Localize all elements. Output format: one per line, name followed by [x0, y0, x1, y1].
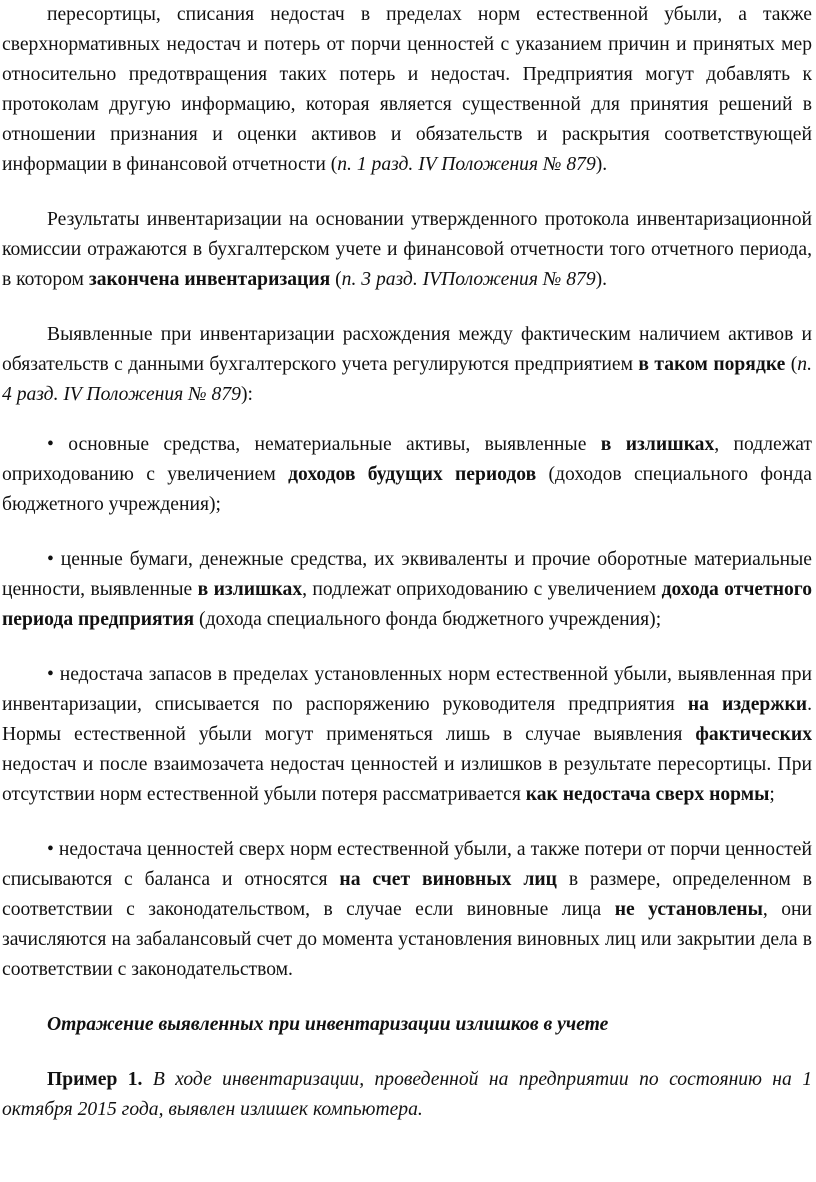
- paragraph-text: пересортицы, списания недостач в пределах норм естественной убыли, а также сверхнормативных недостач и потерь от порчи ценностей с указанием причин и принятых мер относительно предотвращения таких потерь и недостач. Предприятия могут добавлять к протоколам другую информацию, которая является существенной для принятия решений в отношении признания и оценки активов и обязательств и раскрытия соответствующей информации в финансовой отчетности (: [2, 4, 812, 175]
- emphasis: не установлены: [614, 899, 763, 920]
- list-item-securities: • ценные бумаги, денежные средства, их эквиваленты и прочие оборотные материальные ценности, выявленные в излишках, подлежат оприходованию с увеличением дохода отчетного периода предприятия (дохода специального фонда бюджетного учреждения);: [2, 549, 812, 630]
- reference-citation: п. 1 разд. IV Положения № 879: [337, 154, 596, 175]
- emphasis: фактических: [695, 724, 812, 745]
- paragraph-text: Результаты инвентаризации на основании утвержденного протокола инвентаризационной комиссии отражаются в бухгалтерском учете и финансовой отчетности того отчетного периода, в котором: [2, 209, 812, 290]
- emphasis: в излишках: [600, 434, 715, 455]
- reference-citation: п. 3 разд. IVПоложения № 879: [341, 269, 596, 290]
- example-text: В ходе инвентаризации, проведенной на предприятии по состоянию на 1 октября 2015 года, выявлен излишек компьютера.: [2, 1069, 812, 1120]
- list-item-fixed-assets: • основные средства, нематериальные активы, выявленные в излишках, подлежат оприходованию с увеличением доходов будущих периодов (доходов специального фонда бюджетного учреждения);: [2, 434, 812, 515]
- emphasis: закончена инвентаризация: [88, 269, 331, 290]
- reference-citation: п. 4 разд. IV Положения № 879: [2, 354, 812, 405]
- example-paragraph: [2, 1065, 812, 1125]
- emphasis: дохода отчетного периода предприятия: [2, 579, 812, 630]
- paragraph-results: Результаты инвентаризации на основании утвержденного протокола инвентаризационной комиссии отражаются в бухгалтерском учете и финансовой отчетности того отчетного периода, в котором закончена инвентаризация (п. 3 разд. IVПоложения № 879).: [2, 209, 812, 290]
- paragraph-discrepancies: Выявленные при инвентаризации расхождения между фактическим наличием активов и обязательств с данными бухгалтерского учета регулируются предприятием в таком порядке (п. 4 разд. IV Положения № 879):: [2, 324, 812, 405]
- emphasis: в таком порядке: [638, 354, 786, 375]
- emphasis: как недостача сверх нормы: [525, 784, 770, 805]
- list-item-shortage-over-norms: • недостача ценностей сверх норм естественной убыли, а также потери от порчи ценностей списываются с баланса и относятся на счет виновных лиц в размере, определенном в соответствии с законодательством, в случае если виновные лица не установлены, они зачисляются на забалансовый счет до момента установления виновных лиц или закрытии дела в соответствии с законодательством.: [2, 839, 813, 980]
- paragraph-text: Выявленные при инвентаризации расхождения между фактическим наличием активов и обязательств с данными бухгалтерского учета регулируются предприятием: [2, 324, 812, 375]
- emphasis: в излишках: [197, 579, 303, 600]
- example-label: Пример 1.: [47, 1069, 143, 1090]
- emphasis: на счет виновных лиц: [339, 869, 557, 890]
- emphasis: доходов будущих периодов: [288, 464, 537, 485]
- section-heading: Отражение выявленных при инвентаризации излишков в учете: [47, 1014, 609, 1035]
- paragraph-protocol-info: пересортицы, списания недостач в пределах норм естественной убыли, а также сверхнормативных недостач и потерь от порчи ценностей с указанием причин и принятых мер относительно предотвращения таких потерь и недостач. Предприятия могут добавлять к протоколам другую информацию, которая является существенной для принятия решений в отношении признания и оценки активов и обязательств и раскрытия соответствующей информации в финансовой отчетности (п. 1 разд. IV Положения № 879).: [2, 4, 812, 175]
- emphasis: на издержки: [687, 694, 808, 715]
- list-item-shortage-within-norms: • недостача запасов в пределах установленных норм естественной убыли, выявленная при инвентаризации, списывается по распоряжению руководителя предприятия на издержки. Нормы естественной убыли могут применяться лишь в случае выявления фактических недостач и после взаимозачета недостач ценностей и излишков в результате пересортицы. При отсутствии норм естественной убыли потеря рассматривается как недостача сверх нормы;: [2, 664, 812, 805]
